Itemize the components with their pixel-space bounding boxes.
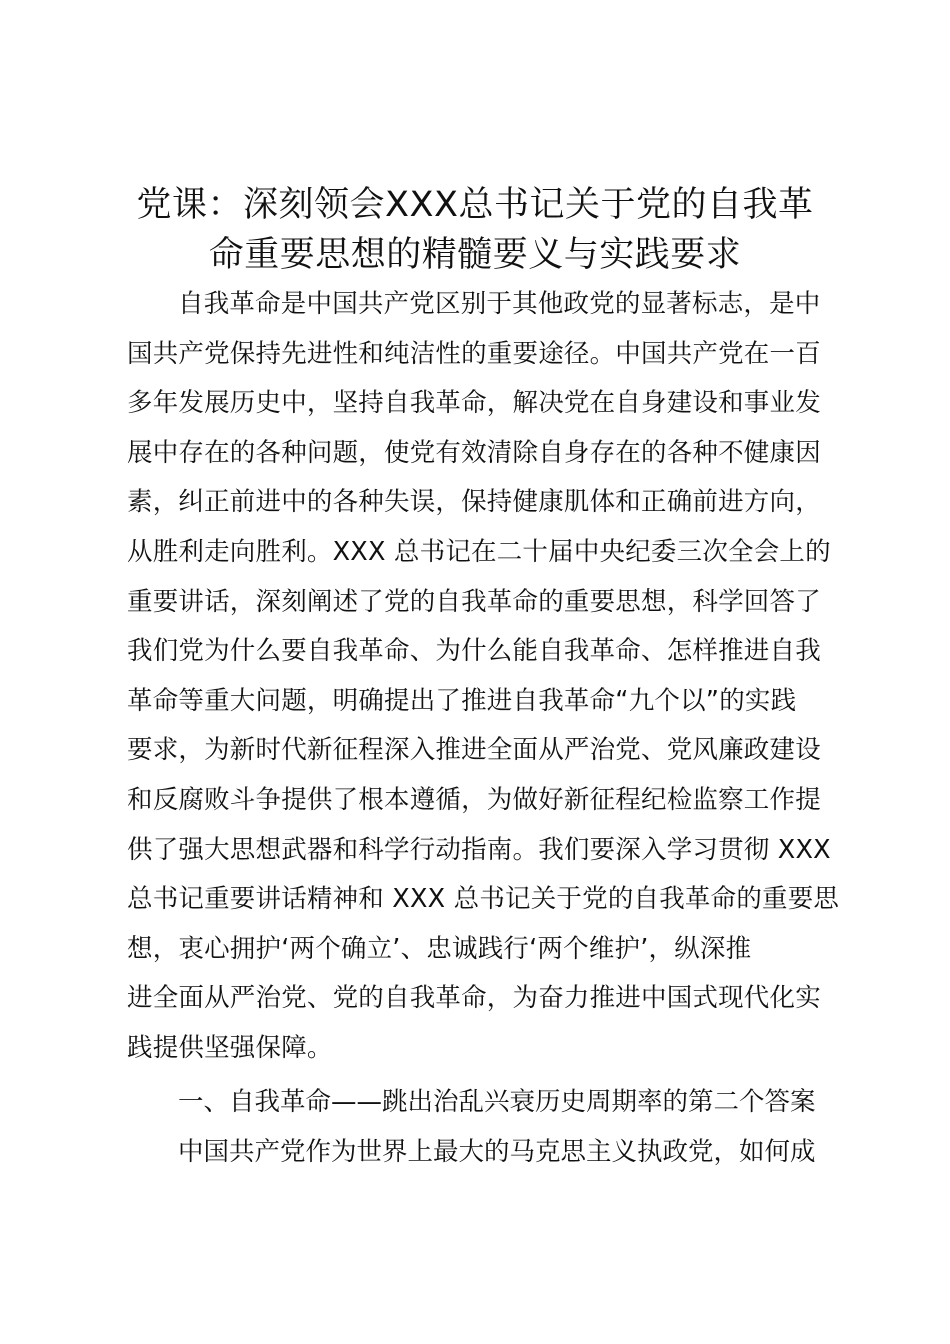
- intro-paragraph: [127, 280, 840, 1074]
- paragraph-line: 总书记重要讲话精神和 XXX 总书记关于党的自我革命的重要思: [127, 884, 840, 915]
- paragraph-line: 想，衷心拥护‘两个确立’、忠诚践行‘两个维护’，纵深推: [127, 933, 752, 964]
- title-line: 党课：深刻领会XXX总书记关于党的自我革: [136, 185, 814, 225]
- paragraph-line: 重要讲话，深刻阐述了党的自我革命的重要思想，科学回答了: [127, 586, 821, 617]
- paragraph-line: 革命等重大问题，明确提出了推进自我革命“九个以”的实践: [127, 685, 797, 716]
- section-heading: 一、自我革命——跳出治乱兴衰历史周期率的第二个答案: [178, 1087, 816, 1117]
- paragraph-line: 我们党为什么要自我革命、为什么能自我革命、怎样推进自我: [127, 636, 821, 667]
- next-paragraph-line: 中国共产党作为世界上最大的马克思主义执政党，如何成: [178, 1137, 816, 1167]
- document-title: [110, 180, 840, 280]
- paragraph-line: 素，纠正前进中的各种失误，保持健康肌体和正确前进方向，: [127, 487, 821, 518]
- paragraph-line: 践提供坚强保障。: [127, 1032, 333, 1063]
- title-line: 命重要思想的精髓要义与实践要求: [208, 235, 742, 275]
- paragraph-line: 进全面从严治党、党的自我革命，为奋力推进中国式现代化实: [127, 983, 821, 1014]
- paragraph-line: 展中存在的各种问题，使党有效清除自身存在的各种不健康因: [127, 437, 821, 468]
- paragraph-line: 从胜利走向胜利。XXX 总书记在二十届中央纪委三次全会上的: [127, 536, 831, 567]
- paragraph-line: 要求，为新时代新征程深入推进全面从严治党、党风廉政建设: [127, 735, 821, 766]
- paragraph-line: 自我革命是中国共产党区别于其他政党的显著标志，是中: [178, 289, 821, 319]
- paragraph-line: 多年发展历史中，坚持自我革命，解决党在自身建设和事业发: [127, 388, 821, 419]
- paragraph-line: 国共产党保持先进性和纯洁性的重要途径。中国共产党在一百: [127, 338, 821, 369]
- paragraph-line: 和反腐败斗争提供了根本遵循，为做好新征程纪检监察工作提: [127, 784, 821, 815]
- paragraph-line: 供了强大思想武器和科学行动指南。我们要深入学习贯彻 XXX: [127, 834, 831, 865]
